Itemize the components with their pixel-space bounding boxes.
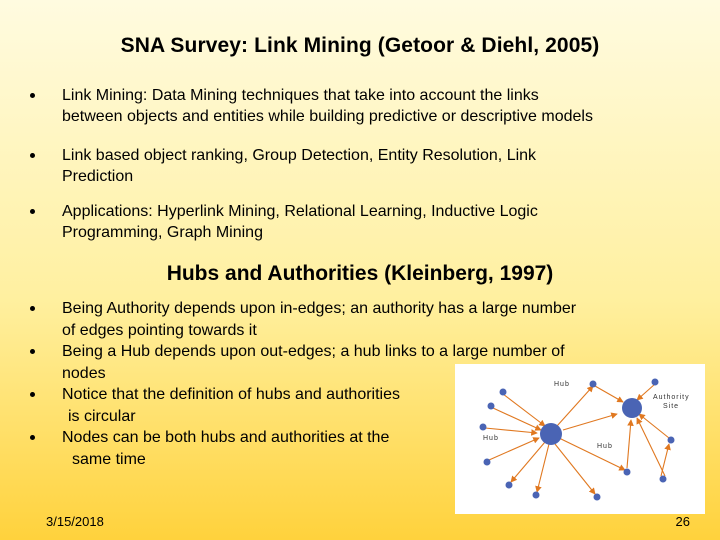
authority-node	[622, 398, 642, 418]
edge	[485, 428, 537, 433]
node	[590, 381, 597, 388]
bullet-line: same time	[72, 450, 146, 468]
edge	[627, 420, 631, 468]
node	[506, 482, 513, 489]
edge	[555, 444, 595, 494]
bullet-line: Notice that the definition of hubs and authorities	[62, 386, 400, 403]
bullet-dot	[30, 153, 35, 158]
diagram-svg	[455, 364, 705, 514]
edge	[563, 414, 617, 430]
bullet-authority	[62, 298, 662, 341]
bullet-line: Programming, Graph Mining	[62, 224, 263, 241]
footer-date: 3/15/2018	[46, 514, 104, 529]
bullet-dot	[30, 306, 35, 311]
bullet-line: Link based object ranking, Group Detection, Entity Resolution, Link	[62, 147, 537, 164]
edge	[493, 408, 541, 430]
section-subtitle: Hubs and Authorities (Kleinberg, 1997)	[166, 262, 554, 285]
label-authority: Authority	[653, 394, 690, 401]
bullet-line: between objects and entities while building predictive or descriptive models	[62, 108, 593, 125]
bullet-both	[62, 427, 457, 470]
bullet-circular	[62, 384, 457, 427]
node	[480, 424, 487, 431]
edge	[503, 394, 545, 426]
hub-node	[540, 423, 562, 445]
edge	[595, 386, 623, 402]
bullet-dot	[30, 209, 35, 214]
node	[484, 459, 491, 466]
footer-page-number: 26	[675, 514, 690, 529]
bullet-applications	[62, 201, 622, 243]
node	[500, 389, 507, 396]
diagram-nodes	[480, 379, 675, 501]
diagram-labels	[483, 381, 690, 450]
bullet-dot	[30, 435, 35, 440]
bullet-line: nodes	[62, 364, 106, 382]
node	[652, 379, 659, 386]
label-hub-left: Hub	[483, 435, 499, 442]
node	[668, 437, 675, 444]
label-hub-top: Hub	[554, 381, 570, 388]
bullet-line: of edges pointing towards it	[62, 321, 257, 339]
diagram-edges	[485, 384, 669, 494]
bullet-line: Applications: Hyperlink Mining, Relational Learning, Inductive Logic	[62, 203, 538, 220]
bullet-link-mining	[62, 85, 682, 127]
bullet-line: Prediction	[62, 168, 134, 185]
bullet-line: Being Authority depends upon in-edges; an authority has a large number	[62, 300, 577, 317]
bullet-dot	[30, 93, 35, 98]
node	[488, 403, 495, 410]
node	[533, 492, 540, 499]
node	[594, 494, 601, 501]
hub-authority-diagram	[455, 364, 705, 514]
bullet-dot	[30, 349, 35, 354]
edge	[637, 418, 665, 476]
edge	[661, 444, 669, 476]
bullet-line: Link Mining: Data Mining techniques that take into account the links	[62, 87, 539, 104]
edge	[559, 438, 625, 470]
slide-title: SNA Survey: Link Mining (Getoor & Diehl, 2005)	[120, 34, 600, 57]
bullet-line: Being a Hub depends upon out-edges; a hub links to a large number of	[62, 343, 565, 360]
node	[624, 469, 631, 476]
bullet-object-ranking	[62, 145, 622, 187]
edge	[639, 414, 669, 438]
bullet-line: is circular	[68, 407, 136, 425]
label-site: Site	[663, 403, 680, 410]
label-hub-bottom: Hub	[597, 443, 613, 450]
bullet-line: Nodes can be both hubs and authorities at the	[62, 429, 390, 446]
node	[660, 476, 667, 483]
edge	[537, 444, 549, 492]
bullet-dot	[30, 392, 35, 397]
edge	[557, 386, 593, 426]
